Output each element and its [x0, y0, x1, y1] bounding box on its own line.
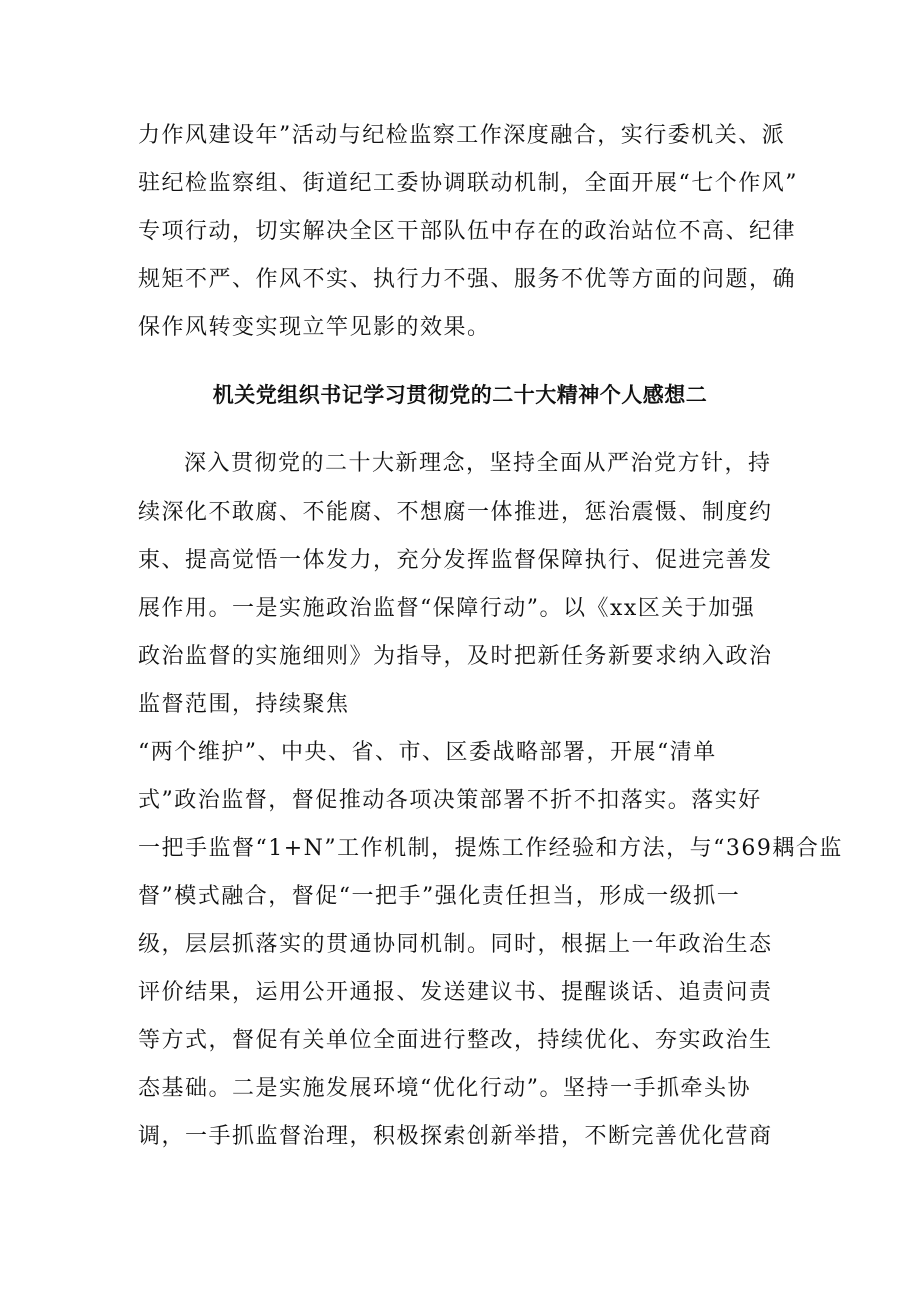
paragraph-1-line: 驻纪检监察组、街道纪工委协调联动机制，全面开展“七个作风” [138, 171, 798, 196]
paragraph-2-line: “两个维护”、中央、省、市、区委战略部署，开展“清单 [138, 740, 717, 765]
paragraph-2-line: 态基础。二是实施发展环境“优化行动”。坚持一手抓牵头协 [138, 1076, 751, 1101]
paragraph-2-line: 政治监督的实施细则》为指导，及时把新任务新要求纳入政治 [138, 644, 773, 669]
paragraph-2-line: 式”政治监督，督促推动各项决策部署不折不扣落实。落实好 [138, 788, 762, 813]
paragraph-1-line: 力作风建设年”活动与纪检监察工作深度融合，实行委机关、派 [138, 123, 786, 148]
paragraph-2-line: 督”模式融合，督促“一把手”强化责任担当，形成一级抓一 [138, 884, 741, 909]
paragraph-2-line: 调，一手抓监督治理，积极探索创新举措，不断完善优化营商 [138, 1124, 773, 1149]
paragraph-2-line: 展作用。一是实施政治监督“保障行动”。以《xx区关于加强 [138, 596, 756, 621]
paragraph-2-line: 监督范围，持续聚焦 [138, 692, 350, 717]
paragraph-1-line: 保作风转变实现立竿见影的效果。 [138, 315, 491, 340]
paragraph-1-line: 规矩不严、作风不实、执行力不强、服务不优等方面的问题，确 [138, 267, 797, 292]
paragraph-2-line: 等方式，督促有关单位全面进行整改，持续优化、夯实政治生 [138, 1028, 773, 1053]
paragraph-2-line: 深入贯彻党的二十大新理念，坚持全面从严治党方针，持 [184, 451, 772, 476]
section-heading: 机关党组织书记学习贯彻党的二十大精神个人感想二 [212, 383, 708, 407]
paragraph-2-line: 一把手监督“1+N”工作机制，提炼工作经验和方法，与“369耦合监 [138, 836, 843, 861]
paragraph-1-line: 专项行动，切实解决全区干部队伍中存在的政治站位不高、纪律 [138, 219, 797, 244]
paragraph-2-line: 束、提高觉悟一体发力，充分发挥监督保障执行、促进完善发 [138, 548, 773, 573]
paragraph-2-line: 评价结果，运用公开通报、发送建议书、提醒谈话、追责问责 [138, 980, 773, 1005]
paragraph-2-line: 级，层层抓落实的贯通协同机制。同时，根据上一年政治生态 [138, 932, 773, 957]
paragraph-2-line: 续深化不敢腐、不能腐、不想腐一体推进，惩治震慑、制度约 [138, 500, 773, 525]
